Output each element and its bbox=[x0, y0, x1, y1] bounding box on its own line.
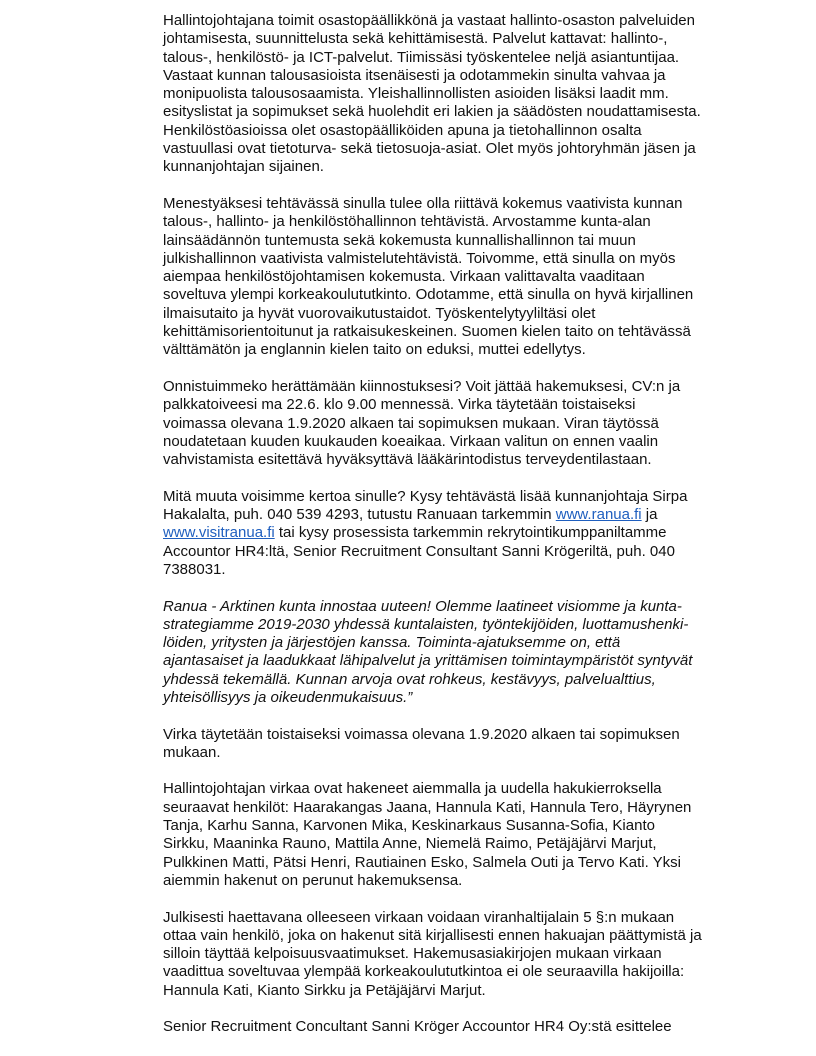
text-line: ilmaisutaito ja hyvät vuorovaikutustaidot. Työskentelytyyliltäsi olet bbox=[163, 304, 596, 322]
text-line: lainsäädännön tuntemusta sekä kokemusta kunnallishallinnon tai muun bbox=[163, 231, 636, 249]
contact-paragraph bbox=[163, 488, 783, 579]
text-line: vahvistamista esitettävä hyväksyttävä lääkärintodistus terveydentilastaan. bbox=[163, 451, 652, 469]
text-line: talous-, hallinto- ja henkilöstöhallinnon tehtävistä. Arvostamme kunta-alan bbox=[163, 213, 651, 231]
text-line: Senior Recruitment Concultant Sanni Kröger Accountor HR4 Oy:stä esittelee bbox=[163, 1018, 672, 1036]
text-segment: ja bbox=[641, 506, 658, 524]
text-line: monipuolista talousosaamista. Yleishallinnollisten asioiden lisäksi laadit mm. bbox=[163, 85, 669, 103]
text-line: Ranua - Arktinen kunta innostaa uuteen! Olemme laatineet visiomme ja kunta- bbox=[163, 597, 682, 615]
text-line: vastuullasi ovat tietoturva- sekä tietosuoja-asiat. Olet myös johtoryhmän jäsen ja bbox=[163, 140, 696, 158]
text-line: Onnistuimmeko herättämään kiinnostuksesi? Voit jättää hakemuksesi, CV:n ja bbox=[163, 377, 681, 395]
text-line: palkkatoiveesi ma 22.6. klo 9.00 mennessä. Virka täytetään toistaiseksi bbox=[163, 396, 636, 414]
text-line: Accountor HR4:ltä, Senior Recruitment Consultant Sanni Krögeriltä, puh. 040 bbox=[163, 542, 675, 560]
text-line: Tanja, Karhu Sanna, Karvonen Mika, Keskinarkaus Susanna-Sofia, Kianto bbox=[163, 817, 655, 835]
text-line: Virka täytetään toistaiseksi voimassa olevana 1.9.2020 alkaen tai sopimuksen bbox=[163, 725, 680, 743]
text-line: Henkilöstöasioissa olet osastopäälliköiden apuna ja tietohallinnon osalta bbox=[163, 121, 642, 139]
text-line: Vastaat kunnan talousasioista itsenäisesti ja odotammekin sinulta vahvaa ja bbox=[163, 66, 666, 84]
text-line: voimassa olevana 1.9.2020 alkaen tai sopimuksen mukaan. Viran täytössä bbox=[163, 414, 659, 432]
text-line: 7388031. bbox=[163, 560, 226, 578]
text-line: johtamisesta, suunnittelusta sekä kehittämisestä. Palvelut kattavat: hallinto-, bbox=[163, 30, 668, 48]
text-line: yhteisöllisyys ja oikeudenmukaisuus.” bbox=[163, 688, 413, 706]
text-line: Hallintojohtajan virkaa ovat hakeneet aiemmalla ja uudella hakukierroksella bbox=[163, 780, 662, 798]
paragraph bbox=[163, 12, 783, 177]
text-line: Sirkku, Maaninka Rauno, Mattila Anne, Niemelä Raimo, Petäjäjärvi Marjut, bbox=[163, 835, 657, 853]
text-line: Mitä muuta voisimme kertoa sinulle? Kysy tehtävästä lisää kunnanjohtaja Sirpa bbox=[163, 487, 688, 505]
text-line: Menestyäksesi tehtävässä sinulla tulee olla riittävä kokemus vaativista kunnan bbox=[163, 194, 683, 212]
text-line: aiemmin hakenut on perunut hakemuksensa. bbox=[163, 871, 463, 889]
text-line: noudatetaan kuuden kuukauden koeaikaa. Virkaan valitun on ennen vaalin bbox=[163, 432, 659, 450]
paragraph bbox=[163, 195, 783, 360]
text-line: esityslistat ja sopimukset sekä huolehdit eri lakien ja säädösten noudattamisesta. bbox=[163, 103, 701, 121]
text-line: julkishallinnon vaativista valmistelutehtävistä. Toivomme, että sinulla on myös bbox=[163, 249, 676, 267]
paragraph bbox=[163, 909, 783, 1000]
text-line: ottaa vain henkilö, joka on hakenut sitä kirjallisesti ennen hakuajan päättymistä ja bbox=[163, 926, 702, 944]
paragraph bbox=[163, 598, 783, 708]
text-line: löiden, yritysten ja järjestöjen kanssa. Toiminta-ajatuksemme on, että bbox=[163, 634, 621, 652]
text-line: Hallintojohtajana toimit osastopäällikkönä ja vastaat hallinto-osaston palveluiden bbox=[163, 12, 695, 29]
text-line: strategiamme 2019-2030 yhdessä kuntalaisten, työntekijöiden, luottamushenki- bbox=[163, 615, 689, 633]
text-line: seuraavat henkilöt: Haarakangas Jaana, Hannula Kati, Hannula Tero, Häyrynen bbox=[163, 798, 692, 816]
text-line: kehittämisorientoitunut ja ratkaisukeskeinen. Suomen kielen taito on tehtävässä bbox=[163, 323, 691, 341]
text-line: vaadittua soveltuvaa ylempää korkeakoulututkintoa ei ole seuraavilla hakijoilla: bbox=[163, 963, 685, 981]
text-line: talous-, henkilöstö- ja ICT-palvelut. Tiimissäsi työskentelee neljä asiantuntijaa. bbox=[163, 48, 680, 66]
paragraph bbox=[163, 1018, 783, 1036]
visitranua-link[interactable]: www.visitranua.fi bbox=[163, 524, 275, 542]
text-line: yhdessä tekemällä. Kunnan arvoja ovat rohkeus, kestävyys, palvelualttius, bbox=[163, 670, 656, 688]
text-segment: Hakalalta, puh. 040 539 4293, tutustu Ranuaan tarkemmin bbox=[163, 506, 556, 524]
text-line: mukaan. bbox=[163, 743, 221, 761]
text-line: soveltuva ylempi korkeakoulututkinto. Odotamme, että sinulla on hyvä kirjallinen bbox=[163, 286, 694, 304]
text-line: silloin täyttää kelpoisuusvaatimukset. Hakemusasiakirjojen mukaan virkaan bbox=[163, 945, 662, 963]
ranua-link[interactable]: www.ranua.fi bbox=[555, 506, 642, 524]
text-line: ajantasaiset ja laadukkaat lähipalvelut ja yrittämisen toimintaympäristöt syntyvät bbox=[163, 652, 693, 670]
text-line: Julkisesti haettavana olleeseen virkaan voidaan viranhaltijalain 5 §:n mukaan bbox=[163, 908, 675, 926]
paragraph bbox=[163, 780, 783, 890]
document-body bbox=[163, 12, 783, 1055]
paragraph bbox=[163, 378, 783, 469]
text-line: kunnanjohtajan sijainen. bbox=[163, 158, 324, 176]
text-line: välttämätön ja englannin kielen taito on eduksi, muttei edellytys. bbox=[163, 341, 586, 359]
text-line: Hannula Kati, Kianto Sirkku ja Petäjäjärvi Marjut. bbox=[163, 981, 486, 999]
text-line bbox=[163, 506, 783, 524]
text-line bbox=[163, 524, 783, 542]
paragraph bbox=[163, 726, 783, 763]
text-line: aiempaa henkilöstöjohtamisen kokemusta. Virkaan valittavalta vaaditaan bbox=[163, 268, 645, 286]
text-line: Pulkkinen Matti, Pätsi Henri, Rautiainen Esko, Salmela Outi ja Tervo Kati. Yksi bbox=[163, 853, 682, 871]
text-segment: tai kysy prosessista tarkemmin rekrytointikumppaniltamme bbox=[274, 524, 667, 542]
